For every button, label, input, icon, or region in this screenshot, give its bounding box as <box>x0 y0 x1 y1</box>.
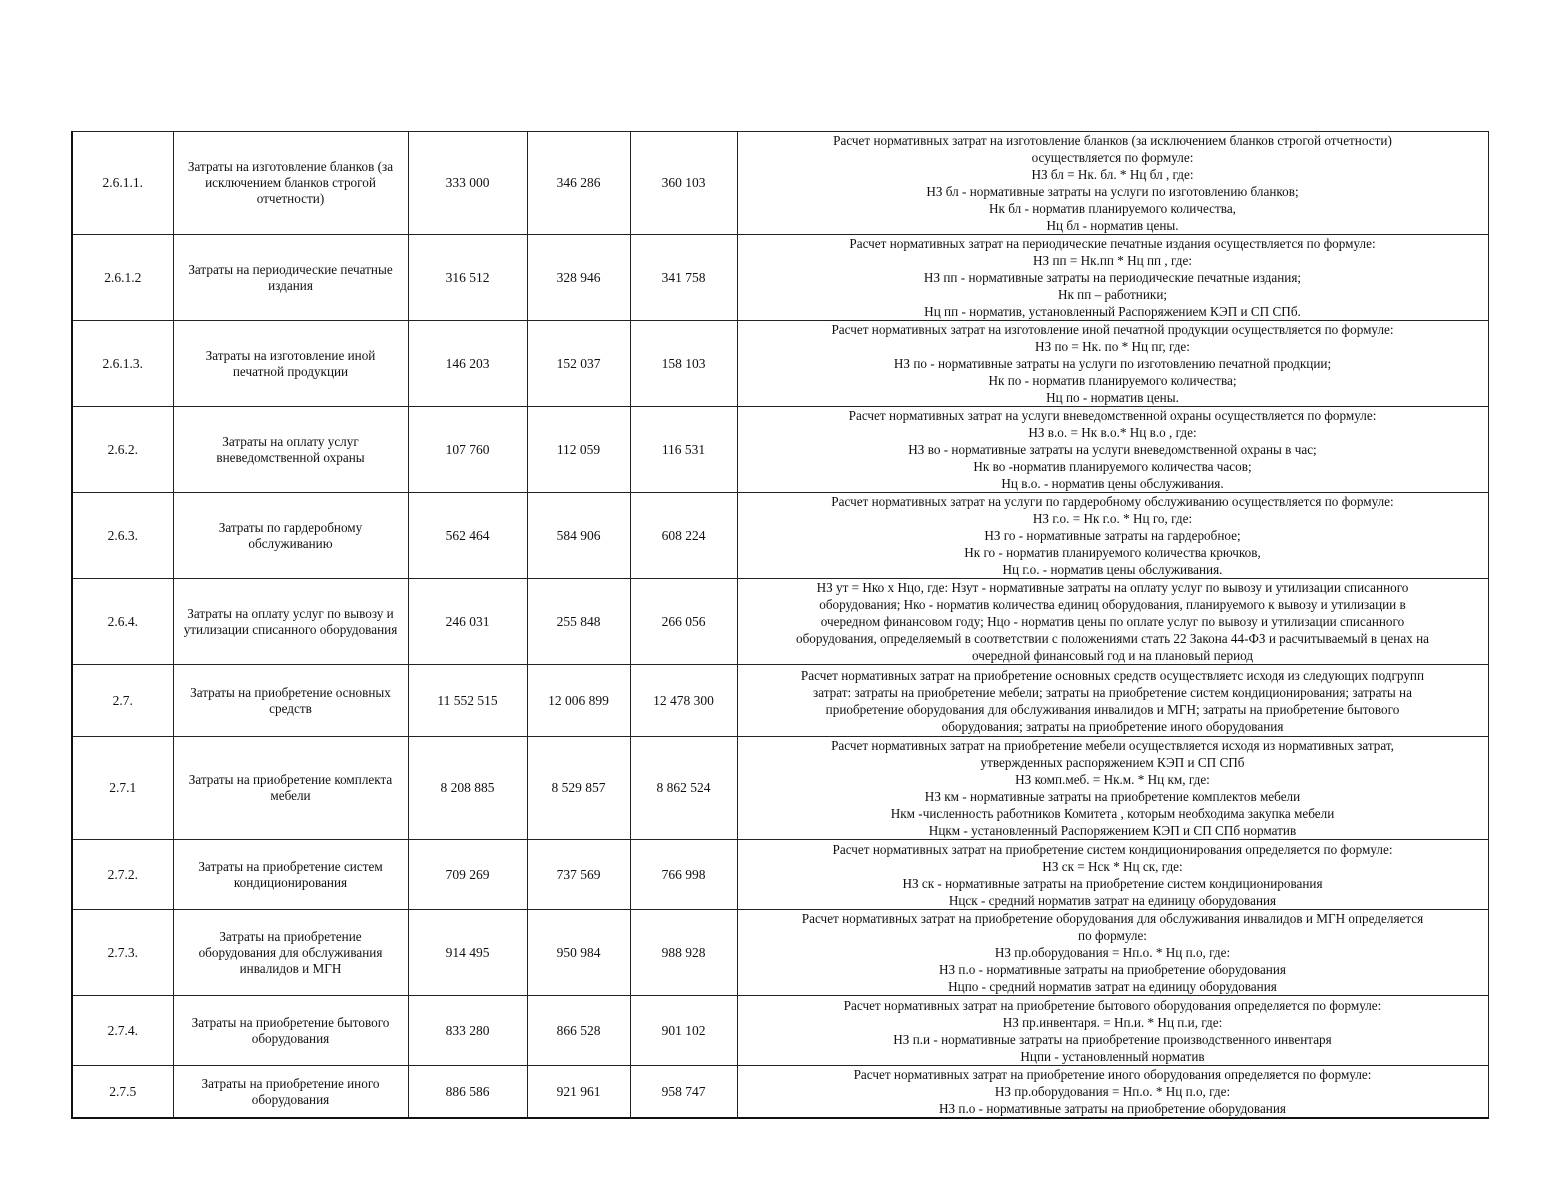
formula-line: Нц г.о. - норматив цены обслуживания. <box>1002 562 1223 577</box>
formula-line: Нк бл - норматив планируемого количества, <box>989 201 1236 216</box>
table-row <box>72 235 1488 321</box>
row-formula-description <box>737 132 1488 235</box>
formula-line: Расчет нормативных затрат на изготовление иной печатной продукции осуществляется по формуле: <box>831 322 1394 337</box>
formula-line: НЗ г.о. = Нк г.о. * Нц го, где: <box>1032 511 1193 526</box>
row-cost-name: Затраты на оплату услуг вневедомственной охраны <box>173 407 408 493</box>
row-value-year-3: 901 102 <box>630 996 737 1066</box>
row-cost-name: Затраты на изготовление бланков (за исключением бланков строгой отчетности) <box>173 132 408 235</box>
table-row <box>72 579 1488 665</box>
row-value-year-3: 988 928 <box>630 910 737 996</box>
formula-line: НЗ в.о. = Нк в.о.* Нц в.о , где: <box>1028 425 1197 440</box>
formula-line: НЗ п.о - нормативные затраты на приобретение оборудования <box>939 1101 1286 1116</box>
formula-line: очередном финансовом году; Нцо - норматив цены по оплате услуг по вывозу и утилизации списанного <box>820 614 1405 629</box>
row-value-year-1: 333 000 <box>408 132 527 235</box>
row-value-year-3: 158 103 <box>630 321 737 407</box>
table-row <box>72 910 1488 996</box>
row-formula-description <box>737 407 1488 493</box>
row-value-year-3: 958 747 <box>630 1066 737 1119</box>
row-value-year-3: 8 862 524 <box>630 737 737 840</box>
cost-norms-table-page <box>71 131 1487 1119</box>
formula-line: НЗ км - нормативные затраты на приобретение комплектов мебели <box>924 789 1301 804</box>
table-row <box>72 840 1488 910</box>
formula-line: НЗ пп - нормативные затраты на периодические печатные издания; <box>923 270 1302 285</box>
row-code: 2.6.2. <box>72 407 173 493</box>
formula-line: Расчет нормативных затрат на приобретение основных средств осуществляетс исходя из следующих подгрупп <box>800 667 1425 683</box>
row-formula-description <box>737 321 1488 407</box>
row-value-year-2: 12 006 899 <box>527 665 630 737</box>
row-cost-name: Затраты на приобретение бытового оборудования <box>173 996 408 1066</box>
row-value-year-3: 360 103 <box>630 132 737 235</box>
row-value-year-1: 914 495 <box>408 910 527 996</box>
row-formula-description <box>737 579 1488 665</box>
row-code: 2.6.1.2 <box>72 235 173 321</box>
table-row <box>72 737 1488 840</box>
table-row <box>72 493 1488 579</box>
table-body <box>72 132 1488 1119</box>
row-cost-name: Затраты на приобретение иного оборудования <box>173 1066 408 1119</box>
row-value-year-2: 152 037 <box>527 321 630 407</box>
formula-line: НЗ пп = Нк.пп * Нц пп , где: <box>1033 253 1192 268</box>
row-formula-description <box>737 1066 1488 1119</box>
formula-line: Расчет нормативных затрат на приобретение оборудования для обслуживания инвалидов и МГН определяется <box>801 911 1424 926</box>
formula-line: НЗ по - нормативные затраты на услуги по изготовлению печатной продкции; <box>893 356 1332 371</box>
formula-line: НЗ ск - нормативные затраты на приобретение систем кондиционирования <box>902 875 1323 891</box>
row-value-year-1: 107 760 <box>408 407 527 493</box>
row-code: 2.6.1.3. <box>72 321 173 407</box>
row-value-year-1: 562 464 <box>408 493 527 579</box>
row-formula-description <box>737 737 1488 840</box>
formula-line: Расчет нормативных затрат на услуги вневедомственной охраны осуществляется по формуле: <box>848 408 1377 423</box>
row-formula-description <box>737 493 1488 579</box>
table-row <box>72 665 1488 737</box>
row-value-year-3: 12 478 300 <box>630 665 737 737</box>
row-value-year-1: 833 280 <box>408 996 527 1066</box>
row-cost-name: Затраты на приобретение комплекта мебели <box>173 737 408 840</box>
row-code: 2.6.3. <box>72 493 173 579</box>
row-value-year-2: 584 906 <box>527 493 630 579</box>
formula-line: утвержденных распоряжением КЭП и СП СПб <box>980 755 1245 770</box>
formula-line: Расчет нормативных затрат на периодические печатные издания осуществляется по формуле: <box>849 236 1376 251</box>
formula-line: Нк пп – работники; <box>1057 287 1168 302</box>
row-cost-name: Затраты на оплату услуг по вывозу и утилизации списанного оборудования <box>173 579 408 665</box>
formula-line: Нц по - норматив цены. <box>1046 390 1179 405</box>
row-value-year-3: 766 998 <box>630 840 737 910</box>
row-code: 2.6.1.1. <box>72 132 173 235</box>
formula-line: осуществляется по формуле: <box>1031 150 1194 165</box>
formula-line: оборудования; Нко - норматив количества единиц оборудования, планируемого к вывозу и утилизации в <box>819 597 1406 612</box>
row-value-year-3: 608 224 <box>630 493 737 579</box>
row-value-year-3: 266 056 <box>630 579 737 665</box>
row-value-year-1: 709 269 <box>408 840 527 910</box>
formula-line: Нцпо - средний норматив затрат на единицу оборудования <box>948 979 1277 994</box>
row-value-year-1: 146 203 <box>408 321 527 407</box>
formula-line: Нцск - средний норматив затрат на единицу оборудования <box>948 892 1277 908</box>
formula-line: НЗ п.о - нормативные затраты на приобретение оборудования <box>939 962 1286 977</box>
table-row <box>72 407 1488 493</box>
row-value-year-3: 341 758 <box>630 235 737 321</box>
formula-line: оборудования, определяемый в соответствии с положениями стать 22 Закона 44-ФЗ и расчитываемый в ценах на <box>795 631 1429 646</box>
row-formula-description <box>737 996 1488 1066</box>
row-formula-description <box>737 235 1488 321</box>
formula-line: Расчет нормативных затрат на услуги по гардеробному обслуживанию осуществляется по формуле: <box>831 494 1394 509</box>
row-cost-name: Затраты на приобретение оборудования для обслуживания инвалидов и МГН <box>173 910 408 996</box>
formula-line: Расчет нормативных затрат на изготовление бланков (за исключением бланков строгой отчетности) <box>833 133 1392 148</box>
row-formula-description <box>737 665 1488 737</box>
row-value-year-2: 328 946 <box>527 235 630 321</box>
row-value-year-1: 316 512 <box>408 235 527 321</box>
formula-line: НЗ комп.меб. = Нк.м. * Нц км, где: <box>1015 772 1210 787</box>
formula-line: Нцпи - установленный норматив <box>1020 1048 1205 1064</box>
formula-line: НЗ бл - нормативные затраты на услуги по изготовлению бланков; <box>926 184 1299 199</box>
formula-line: Нк по - норматив планируемого количества; <box>988 373 1237 388</box>
row-cost-name: Затраты на приобретение основных средств <box>173 665 408 737</box>
formula-line: Нц пп - норматив, установленный Распоряжением КЭП и СП СПб. <box>924 304 1301 319</box>
row-value-year-2: 112 059 <box>527 407 630 493</box>
formula-line: НЗ пр.оборудования = Нп.о. * Нц п.о, где: <box>994 945 1231 960</box>
row-code: 2.7.2. <box>72 840 173 910</box>
table-row <box>72 132 1488 235</box>
row-code: 2.7.3. <box>72 910 173 996</box>
formula-line: НЗ во - нормативные затраты на услуги вневедомственной охраны в час; <box>908 442 1317 457</box>
table-row <box>72 321 1488 407</box>
row-value-year-1: 246 031 <box>408 579 527 665</box>
row-value-year-2: 346 286 <box>527 132 630 235</box>
formula-line: Нцкм - установленный Распоряжением КЭП и СП СПб норматив <box>928 823 1297 838</box>
table-row <box>72 996 1488 1066</box>
formula-line: НЗ пр.оборудования = Нп.о. * Нц п.о, где: <box>994 1084 1231 1099</box>
row-value-year-2: 921 961 <box>527 1066 630 1119</box>
formula-line: очередной финансовый год и на плановый период <box>971 648 1254 663</box>
formula-line: Нкм -численность работников Комитета , которым необходима закупка мебели <box>890 806 1335 821</box>
row-cost-name: Затраты на периодические печатные издания <box>173 235 408 321</box>
formula-line: Расчет нормативных затрат на приобретение систем кондиционирования определяется по формуле: <box>832 841 1393 857</box>
cost-norms-table <box>71 131 1489 1119</box>
formula-line: НЗ п.и - нормативные затраты на приобретение производственного инвентаря <box>893 1031 1332 1047</box>
row-formula-description <box>737 910 1488 996</box>
row-value-year-2: 8 529 857 <box>527 737 630 840</box>
formula-line: НЗ ск = Нск * Нц ск, где: <box>1042 858 1183 874</box>
formula-line: оборудования; затраты на приобретение иного оборудования <box>941 718 1284 734</box>
formula-line: по формуле: <box>1078 928 1147 943</box>
row-code: 2.7.1 <box>72 737 173 840</box>
table-row <box>72 1066 1488 1119</box>
row-value-year-2: 866 528 <box>527 996 630 1066</box>
formula-line: НЗ ут = Нко х Нцо, где: Нзут - нормативные затраты на оплату услуг по вывозу и утилизации списанного <box>816 580 1409 595</box>
formula-line: НЗ по = Нк. по * Нц пг, где: <box>1035 339 1190 354</box>
row-value-year-2: 255 848 <box>527 579 630 665</box>
row-code: 2.7. <box>72 665 173 737</box>
formula-line: НЗ бл = Нк. бл. * Нц бл , где: <box>1031 167 1194 182</box>
row-cost-name: Затраты на изготовление иной печатной продукции <box>173 321 408 407</box>
formula-line: Нк во -норматив планируемого количества часов; <box>973 459 1252 474</box>
formula-line: НЗ пр.инвентаря. = Нп.и. * Нц п.и, где: <box>1002 1014 1223 1030</box>
row-value-year-1: 8 208 885 <box>408 737 527 840</box>
formula-line: приобретение оборудования для обслуживания инвалидов и МГН; затраты на приобретение бытового <box>825 701 1400 717</box>
row-code: 2.7.5 <box>72 1066 173 1119</box>
row-value-year-2: 737 569 <box>527 840 630 910</box>
row-value-year-3: 116 531 <box>630 407 737 493</box>
row-formula-description <box>737 840 1488 910</box>
formula-line: затрат: затраты на приобретение мебели; затраты на приобретение систем кондиционирования; затраты на <box>813 684 1412 700</box>
formula-line: Нц в.о. - норматив цены обслуживания. <box>1001 476 1224 491</box>
formula-line: Расчет нормативных затрат на приобретение мебели осуществляется исходя из нормативных затрат, <box>831 738 1394 753</box>
formula-line: Расчет нормативных затрат на приобретение иного оборудования определяется по формуле: <box>853 1067 1372 1082</box>
formula-line: Нк го - норматив планируемого количества крючков, <box>964 545 1261 560</box>
row-value-year-2: 950 984 <box>527 910 630 996</box>
row-value-year-1: 11 552 515 <box>408 665 527 737</box>
row-value-year-1: 886 586 <box>408 1066 527 1119</box>
row-cost-name: Затраты по гардеробному обслуживанию <box>173 493 408 579</box>
row-cost-name: Затраты на приобретение систем кондиционирования <box>173 840 408 910</box>
formula-line: Расчет нормативных затрат на приобретение бытового оборудования определяется по формуле: <box>843 997 1382 1013</box>
row-code: 2.7.4. <box>72 996 173 1066</box>
row-code: 2.6.4. <box>72 579 173 665</box>
formula-line: НЗ го - нормативные затраты на гардеробное; <box>984 528 1241 543</box>
formula-line: Нц бл - норматив цены. <box>1046 218 1179 233</box>
